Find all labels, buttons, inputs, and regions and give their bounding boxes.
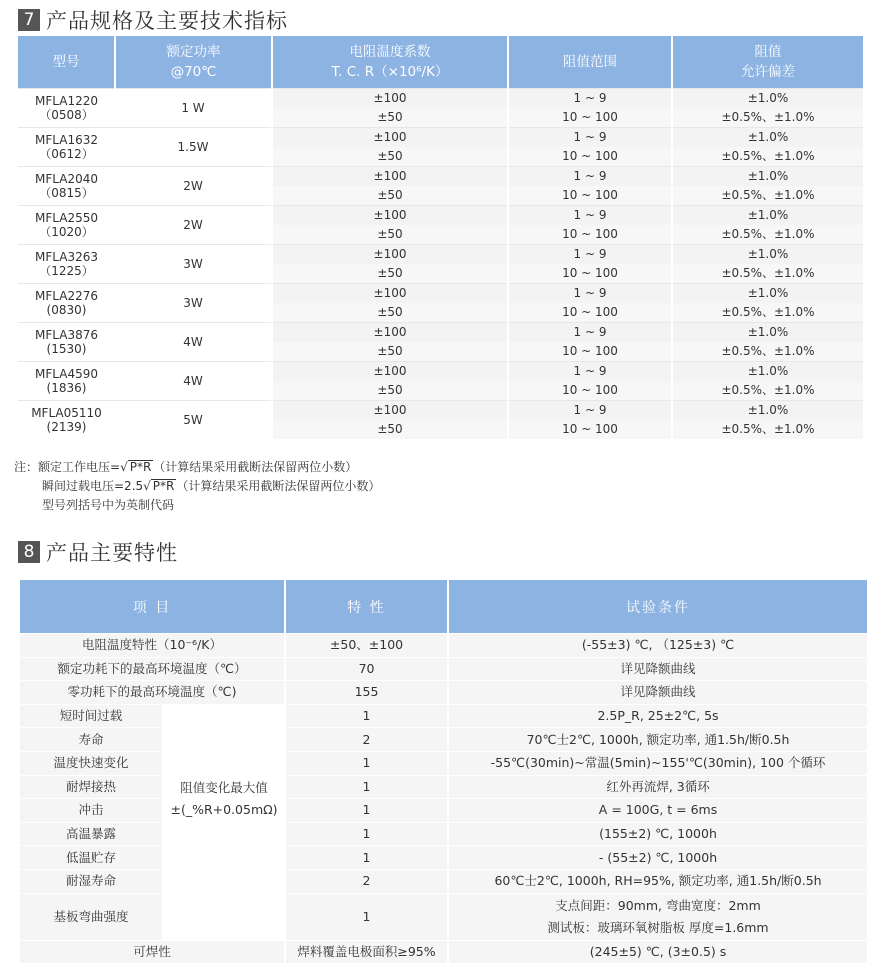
characteristic-row — [20, 704, 867, 728]
tolerance: ±1.0% — [672, 89, 863, 109]
characteristic-value: ±50、±100 — [285, 634, 448, 658]
resistance-range: 10 ~ 100 — [508, 225, 672, 245]
model-name: MFLA2276 — [35, 289, 98, 303]
item-name: 零功耗下的最高环境温度（℃) — [20, 681, 285, 705]
resistance-range: 10 ~ 100 — [508, 147, 672, 167]
section-7-number: 7 — [18, 9, 40, 31]
item-name: 可焊性 — [20, 940, 285, 963]
item-name: 低温贮存 — [20, 846, 163, 870]
tcr-value: ±50 — [272, 381, 508, 401]
max-change-formula: ±(_%R+0.05mΩ) — [170, 801, 278, 817]
spec-row — [18, 284, 863, 304]
resistance-range: 10 ~ 100 — [508, 264, 672, 284]
tolerance: ±1.0% — [672, 284, 863, 304]
test-condition: 2.5P_R, 25±2℃, 5s — [448, 704, 867, 728]
resistance-range: 10 ~ 100 — [508, 186, 672, 206]
model-code: （1020） — [39, 225, 94, 239]
characteristic-row — [20, 634, 867, 658]
note-voltage: 注：额定工作电压=√ P*R （计算结果采用截断法保留两位小数） — [14, 460, 358, 474]
tcr-value: ±100 — [272, 362, 508, 382]
tcr-value: ±50 — [272, 303, 508, 323]
characteristic-row — [20, 751, 867, 775]
characteristics-table — [20, 580, 867, 963]
spec-row — [18, 167, 863, 187]
tolerance: ±0.5%、±1.0% — [672, 147, 863, 167]
characteristic-row — [20, 893, 867, 940]
spec-row — [18, 128, 863, 148]
model-cell — [18, 323, 115, 362]
resistance-range: 1 ~ 9 — [508, 323, 672, 343]
tcr-value: ±100 — [272, 206, 508, 226]
model-name: MFLA4590 — [35, 367, 98, 381]
characteristic-row — [20, 681, 867, 705]
test-condition: 详见降额曲线 — [448, 681, 867, 705]
rated-power: 2W — [115, 167, 272, 206]
tcr-value: ±100 — [272, 245, 508, 265]
resistance-range: 10 ~ 100 — [508, 303, 672, 323]
test-condition: A = 100G, t = 6ms — [448, 799, 867, 823]
rated-power: 1 W — [115, 89, 272, 128]
section-8-title: 产品主要特性 — [46, 541, 178, 565]
spec-notes — [14, 458, 380, 515]
resistance-range: 10 ~ 100 — [508, 342, 672, 362]
header-range: 阻值范围 — [508, 36, 672, 89]
rated-power: 5W — [115, 401, 272, 440]
test-condition: 60℃士2℃, 1000h, RH=95%, 额定功率, 通1.5h/断0.5h — [448, 869, 867, 893]
tolerance: ±1.0% — [672, 362, 863, 382]
characteristic-value: 155 — [285, 681, 448, 705]
section-7-heading — [18, 5, 288, 35]
characteristic-value: 1 — [285, 846, 448, 870]
characteristic-row — [20, 846, 867, 870]
test-condition: (155±2) ℃, 1000h — [448, 822, 867, 846]
characteristic-row — [20, 940, 867, 963]
rated-power: 2W — [115, 206, 272, 245]
tolerance: ±0.5%、±1.0% — [672, 225, 863, 245]
tcr-value: ±50 — [272, 108, 508, 128]
tcr-value: ±100 — [272, 323, 508, 343]
model-cell — [18, 362, 115, 401]
test-condition: 详见降额曲线 — [448, 657, 867, 681]
section-8-number: 8 — [18, 541, 40, 563]
model-cell — [18, 284, 115, 323]
rated-power: 4W — [115, 323, 272, 362]
model-cell — [18, 401, 115, 440]
rated-power: 3W — [115, 284, 272, 323]
item-name: 短时间过载 — [20, 704, 163, 728]
model-name: MFLA2040 — [35, 172, 98, 186]
tcr-value: ±50 — [272, 186, 508, 206]
tolerance: ±1.0% — [672, 206, 863, 226]
model-name: MFLA3263 — [35, 250, 98, 264]
resistance-range: 1 ~ 9 — [508, 89, 672, 109]
characteristic-value: 1 — [285, 893, 448, 940]
tolerance: ±0.5%、±1.0% — [672, 381, 863, 401]
tcr-value: ±100 — [272, 128, 508, 148]
item-name: 额定功耗下的最高环境温度（℃） — [20, 657, 285, 681]
item-name: 温度快速变化 — [20, 751, 163, 775]
tcr-value: ±50 — [272, 420, 508, 439]
header-characteristic: 特 性 — [285, 580, 448, 634]
characteristic-row — [20, 657, 867, 681]
blank-cell — [163, 893, 285, 940]
rated-power: 1.5W — [115, 128, 272, 167]
header-item: 项 目 — [20, 580, 285, 634]
model-name: MFLA1632 — [35, 133, 98, 147]
test-condition: 70℃士2℃, 1000h, 额定功率, 通1.5h/断0.5h — [448, 728, 867, 752]
header-model: 型号 — [18, 36, 115, 89]
characteristic-value: 70 — [285, 657, 448, 681]
model-name: MFLA3876 — [35, 328, 98, 342]
tcr-value: ±100 — [272, 284, 508, 304]
spec-row — [18, 89, 863, 109]
model-cell — [18, 128, 115, 167]
spec-row — [18, 206, 863, 226]
test-condition: 红外再流焊, 3循环 — [448, 775, 867, 799]
tcr-value: ±100 — [272, 89, 508, 109]
tcr-value: ±100 — [272, 401, 508, 421]
tolerance: ±0.5%、±1.0% — [672, 108, 863, 128]
model-code: (0830) — [46, 303, 87, 317]
spec-table — [18, 36, 863, 439]
characteristic-value: 1 — [285, 751, 448, 775]
resistance-range: 1 ~ 9 — [508, 362, 672, 382]
tolerance: ±1.0% — [672, 401, 863, 421]
tolerance: ±0.5%、±1.0% — [672, 264, 863, 284]
model-code: （0612） — [39, 147, 94, 161]
tolerance: ±1.0% — [672, 167, 863, 187]
tolerance: ±1.0% — [672, 323, 863, 343]
characteristic-row — [20, 869, 867, 893]
model-cell — [18, 89, 115, 128]
characteristic-value: 1 — [285, 704, 448, 728]
tcr-value: ±50 — [272, 342, 508, 362]
resistance-range: 1 ~ 9 — [508, 206, 672, 226]
section-7-title: 产品规格及主要技术指标 — [46, 9, 288, 33]
spec-row — [18, 245, 863, 265]
spec-table-header — [18, 36, 863, 89]
characteristic-value: 1 — [285, 799, 448, 823]
section-8-heading — [18, 537, 178, 567]
item-name: 耐焊接热 — [20, 775, 163, 799]
model-name: MFLA2550 — [35, 211, 98, 225]
model-cell — [18, 245, 115, 284]
characteristic-value: 1 — [285, 822, 448, 846]
characteristic-value: 1 — [285, 775, 448, 799]
characteristic-row — [20, 775, 867, 799]
header-tolerance: 阻值 允许偏差 — [672, 36, 863, 89]
tcr-value: ±50 — [272, 225, 508, 245]
test-condition: (-55±3) ℃, （125±3) ℃ — [448, 634, 867, 658]
model-name: MFLA05110 — [31, 406, 102, 420]
tolerance: ±0.5%、±1.0% — [672, 342, 863, 362]
spec-row — [18, 323, 863, 343]
max-change-label: 阻值变化最大值 — [180, 779, 268, 795]
characteristics-header — [20, 580, 867, 634]
item-name: 电阻温度特性（10⁻⁶/K） — [20, 634, 285, 658]
item-name: 高温暴露 — [20, 822, 163, 846]
resistance-range: 10 ~ 100 — [508, 381, 672, 401]
item-name: 基板弯曲强度 — [20, 893, 163, 940]
tolerance: ±0.5%、±1.0% — [672, 186, 863, 206]
model-code: （0508） — [39, 108, 94, 122]
model-name: MFLA1220 — [35, 94, 98, 108]
model-code: (1836) — [46, 381, 87, 395]
header-test-condition: 试验条件 — [448, 580, 867, 634]
header-tcr: 电阻温度系数 T. C. R（×10⁶/K） — [272, 36, 508, 89]
tolerance: ±1.0% — [672, 128, 863, 148]
resistance-range: 1 ~ 9 — [508, 167, 672, 187]
resistance-range: 1 ~ 9 — [508, 245, 672, 265]
resistance-range: 1 ~ 9 — [508, 401, 672, 421]
item-name: 冲击 — [20, 799, 163, 823]
spec-row — [18, 401, 863, 421]
characteristic-value: 2 — [285, 728, 448, 752]
characteristic-value: 2 — [285, 869, 448, 893]
tcr-value: ±50 — [272, 147, 508, 167]
test-condition: - (55±2) ℃, 1000h — [448, 846, 867, 870]
characteristic-value: 焊料覆盖电极面积≥95% — [285, 940, 448, 963]
header-power: 额定功率 @70℃ — [115, 36, 272, 89]
note-overload-voltage: 瞬间过载电压=2.5√ P*R （计算结果采用截断法保留两位小数） — [42, 479, 381, 493]
resistance-range: 1 ~ 9 — [508, 284, 672, 304]
model-code: （1225） — [39, 264, 94, 278]
rated-power: 4W — [115, 362, 272, 401]
max-resistance-change — [163, 704, 285, 893]
model-code: (2139) — [46, 420, 87, 434]
note-model-code: 型号列括号中为英制代码 — [42, 498, 175, 512]
test-condition-line: 支点间距：90mm, 弯曲宽度：2mm — [555, 897, 761, 913]
rated-power: 3W — [115, 245, 272, 284]
test-condition-line: 测试板：玻璃环氧树脂板 厚度=1.6mm — [547, 919, 769, 935]
characteristic-row — [20, 728, 867, 752]
resistance-range: 10 ~ 100 — [508, 420, 672, 439]
tolerance: ±0.5%、±1.0% — [672, 420, 863, 439]
item-name: 耐湿寿命 — [20, 869, 163, 893]
spec-row — [18, 362, 863, 382]
resistance-range: 10 ~ 100 — [508, 108, 672, 128]
model-code: (1530) — [46, 342, 87, 356]
model-code: （0815） — [39, 186, 94, 200]
model-cell — [18, 206, 115, 245]
tolerance: ±0.5%、±1.0% — [672, 303, 863, 323]
model-cell — [18, 167, 115, 206]
characteristic-row — [20, 799, 867, 823]
characteristic-row — [20, 822, 867, 846]
resistance-range: 1 ~ 9 — [508, 128, 672, 148]
test-condition: (245±5) ℃, (3±0.5) s — [448, 940, 867, 963]
test-condition — [448, 893, 867, 940]
test-condition: -55℃(30min)~常温(5min)~155'℃(30min), 100 个循环 — [448, 751, 867, 775]
item-name: 寿命 — [20, 728, 163, 752]
tolerance: ±1.0% — [672, 245, 863, 265]
tcr-value: ±100 — [272, 167, 508, 187]
tcr-value: ±50 — [272, 264, 508, 284]
